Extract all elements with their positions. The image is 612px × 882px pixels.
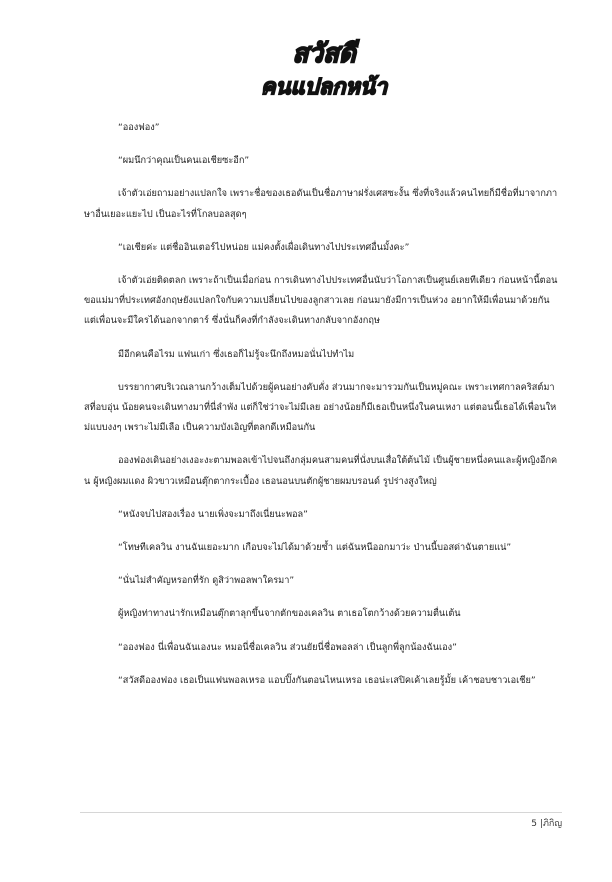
page-number: 5: [531, 819, 538, 829]
paragraph: “อองฟอง”: [118, 122, 160, 133]
paragraph: “นั่นไม่สำคัญหรอกที่รัก ดูสิว่าพอลพาใครมา”: [118, 575, 295, 587]
footer-separator: |: [539, 819, 543, 829]
paragraph: ผู้หญิงท่าทางน่ารักเหมือนตุ๊กตาลุกขึ้นจากตักของเคลวิน ตาเธอโตกว้างด้วยความตื่นเต้น: [118, 608, 461, 620]
paragraph: “อองฟอง นี่เพื่อนฉันเองนะ หมอนี่ชื่อเคลวิน ส่วนยัยนี่ชื่อพอลล่า เป็นลูกพี่ลูกน้องฉันเอง”: [118, 641, 457, 653]
paragraph: เจ้าตัวเอ่ยถามอย่างแปลกใจ เพราะชื่อของเธอดันเป็นชื่อภาษาฝรั่งเศสซะงั้น ซึ่งที่จริงแล้วคนไทยก็มีชื่อที่มาจากภาษาอื่นเยอะแยะไป เป็นอะไรที่โกลบอลสุดๆ: [84, 188, 558, 220]
story-text: [84, 118, 558, 691]
paragraph: มีอีกคนคือไรม แฟนเก่า ซึ่งเธอก็ไม่รู้จะนึกถึงหมอนั่นไปทำไม: [118, 348, 355, 360]
footer-divider: [80, 812, 562, 813]
page-footer: [531, 816, 562, 830]
paragraph: “สวัสดีอองฟอง เธอเป็นแฟนพอลเหรอ แอบปิ๊งกันตอนไหนเหรอ เธอน่ะเสปิคเค้าเลยรู้มั้ย เค้าชอบชาวเอเชีย”: [118, 674, 536, 686]
logo-artwork: [254, 34, 394, 102]
author-name: ภิกิญ: [542, 819, 562, 829]
logo-line-1: สวัสดี: [292, 39, 356, 69]
paragraph: “หนังจบไปสองเรื่อง นายเพิ่งจะมาถึงเนี่ยนะพอล”: [118, 508, 308, 520]
paragraph: เจ้าตัวเอ่ยติดตลก เพราะถ้าเป็นเมื่อก่อน การเดินทางไปประเทศอื่นนับว่าโอกาสเป็นศูนย์เลยทีเดียว ก่อนหน้านี้ตอนขอแม่มาที่ประเทศอังกฤษยังแปลกใจกับความเปลี่ยนไปของลูกสาวเลย ก่อนมายังมีการเป็นห่วง อยากให้มีเพื่อนมาด้วยกัน แต่เพื่อนจะมีใครได้นอกจากตาร์ ซึ่งนั่นก็คงที่กำลังจะเดินทางกลับจากอังกฤษ: [84, 275, 558, 327]
paragraph: บรรยากาศบริเวณลานกว้างเต็มไปด้วยผู้คนอย่างคับคั่ง ส่วนมากจะมารวมกันเป็นหมู่คณะ เพราะเทศกาลคริสต์มาสที่อบอุ่น น้อยคนจะเดินทางมาที่นี่ลำพัง แต่ก็ใช่ว่าจะไม่มีเลย อย่างน้อยก็มีเธอเป็นหนึ่งในคนเหงา แต่ตอนนี้เธอได้เพื่อนใหม่แบบงงๆ เพราะไม่มีเลือ เป็นความบังเอิญที่ตลกดีเหมือนกัน: [84, 381, 557, 434]
paragraph: อองฟองเดินอย่างเงอะงะตามพอลเข้าไปจนถึงกลุ่มคนสามคนที่นั่งบนเสื่อใต้ต้นไม้ เป็นผู้ชายหนึ่งคนและผู้หญิงอีกคน ผู้หญิงผมแดง ผิวขาวเหมือนตุ๊กตากระเบื้อง เธอนอนบนตักผู้ชายผมบรอนด์ รูปร่างสูงใหญ่: [84, 455, 558, 487]
paragraph: “เอเชียค่ะ แต่ชื่ออินเตอร์ไปหน่อย แม่คงตั้งเผื่อเดินทางไปประเทศอื่นมั้งคะ”: [118, 241, 410, 253]
title-logo: [254, 34, 394, 102]
paragraph: “โทษทีเคลวิน งานฉันเยอะมาก เกือบจะไม่ได้มาด้วยซ้ำ แต่ฉันหนีออกมาว่ะ ป่านนี้บอสด่าฉันตายแน่”: [118, 542, 512, 554]
logo-line-2: คนแปลกหน้า: [260, 75, 388, 100]
paragraph: “ผมนึกว่าคุณเป็นคนเอเชียซะอีก”: [118, 155, 250, 167]
